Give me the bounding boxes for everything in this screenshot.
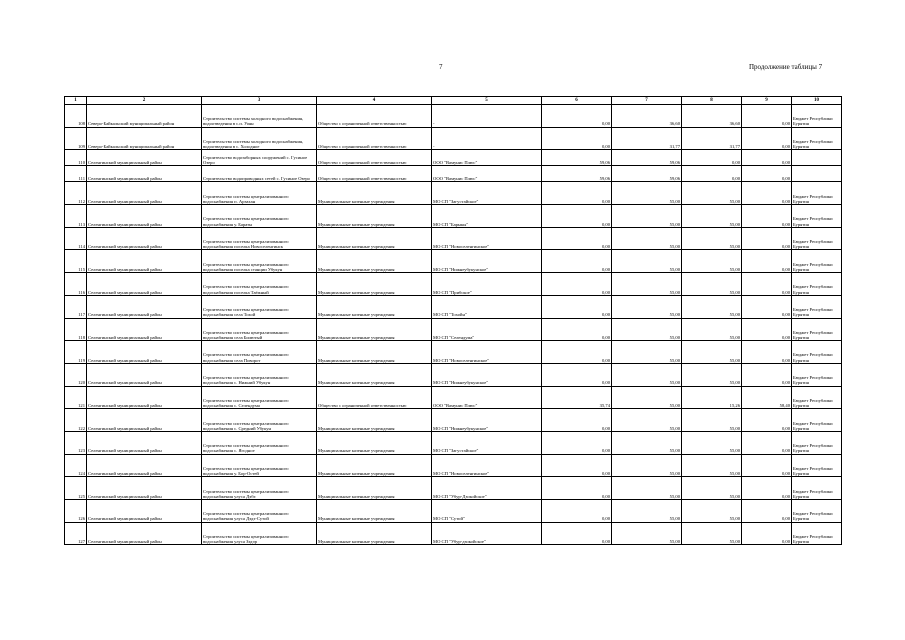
value-cell: 0,00	[542, 477, 612, 500]
org-form-cell: Общество с ограниченной ответственностью	[317, 166, 432, 182]
value-cell: 55,00	[612, 273, 682, 296]
value-cell: 55,00	[612, 477, 682, 500]
org-form-cell: Муниципальные казенные учреждения	[317, 341, 432, 364]
value-cell: 55,00	[612, 363, 682, 386]
object-cell: Строительство системы централизованного водоснабжения с. Селендума	[202, 386, 317, 409]
object-cell: Строительство системы централизованного водоснабжения поселка Таёжный	[202, 273, 317, 296]
organization-cell: ООО "Вамунис Плюс"	[432, 150, 542, 166]
value-cell: 15,26	[682, 386, 742, 409]
org-form-cell: Муниципальные казенные учреждения	[317, 477, 432, 500]
row-number: 110	[65, 150, 87, 166]
funding-source-cell	[792, 150, 842, 166]
value-cell: 0,00	[742, 363, 792, 386]
district-cell: Северо-Байкальский муниципальный район	[87, 127, 202, 150]
value-cell: 0,00	[742, 166, 792, 182]
org-form-cell: Общество с ограниченной ответственностью	[317, 386, 432, 409]
organization-cell: МО СП "Убур-Дзокойское"	[432, 477, 542, 500]
organization-cell: МО СП "Селендума"	[432, 318, 542, 341]
value-cell: 0,00	[742, 127, 792, 150]
table-row	[65, 363, 842, 386]
row-number: 113	[65, 205, 87, 228]
value-cell: 55,00	[682, 250, 742, 273]
value-cell: 0,00	[742, 454, 792, 477]
organization-cell: ООО "Вамунис Плюс"	[432, 386, 542, 409]
value-cell: 55,00	[612, 295, 682, 318]
value-cell: 0,00	[542, 105, 612, 128]
org-form-cell: Муниципальные казенные учреждения	[317, 182, 432, 205]
column-header: 1	[65, 97, 87, 105]
district-cell: Селенгинский муниципальный район	[87, 341, 202, 364]
object-cell: Строительство системы централизованного водоснабжения с. Нижний Убукун	[202, 363, 317, 386]
funding-source-cell: Бюджет Республики Бурятия	[792, 105, 842, 128]
organization-cell: -	[432, 127, 542, 150]
org-form-cell: Муниципальные казенные учреждения	[317, 273, 432, 296]
organization-cell: МО СП "Прибское"	[432, 273, 542, 296]
value-cell: 55,00	[682, 500, 742, 523]
row-number: 121	[65, 386, 87, 409]
value-cell: 0,00	[542, 182, 612, 205]
row-number: 108	[65, 105, 87, 128]
row-number: 125	[65, 477, 87, 500]
row-number: 111	[65, 166, 87, 182]
org-form-cell: Общество с ограниченной ответственностью	[317, 127, 432, 150]
value-cell: 0,00	[742, 250, 792, 273]
value-cell: 0,00	[542, 363, 612, 386]
value-cell: 0,00	[542, 409, 612, 432]
district-cell: Селенгинский муниципальный район	[87, 273, 202, 296]
value-cell: 55,00	[682, 363, 742, 386]
table-row	[65, 454, 842, 477]
row-number: 109	[65, 127, 87, 150]
value-cell: 0,00	[742, 182, 792, 205]
value-cell: 0,00	[742, 295, 792, 318]
column-header: 8	[682, 97, 742, 105]
value-cell: 0,00	[742, 318, 792, 341]
table-row	[65, 341, 842, 364]
district-cell: Селенгинский муниципальный район	[87, 182, 202, 205]
column-header: 10	[792, 97, 842, 105]
object-cell: Строительство системы централизованного водоснабжения поселка Новоселенгинск	[202, 227, 317, 250]
value-cell: 59,06	[612, 150, 682, 166]
object-cell: Строительство системы централизованного водоснабжения улуса Дэдэ-Сутой	[202, 500, 317, 523]
value-cell: 0,00	[542, 273, 612, 296]
value-cell: 55,00	[682, 522, 742, 545]
funding-source-cell: Бюджет Республики Бурятия	[792, 386, 842, 409]
row-number: 114	[65, 227, 87, 250]
row-number: 120	[65, 363, 87, 386]
object-cell: Строительство системы централизованного водоснабжения поселка станции Убукун	[202, 250, 317, 273]
value-cell: 0,00	[542, 522, 612, 545]
table-row	[65, 166, 842, 182]
org-form-cell: Муниципальные казенные учреждения	[317, 250, 432, 273]
object-cell: Строительство системы централизованного водоснабжения села Тохой	[202, 295, 317, 318]
value-cell: 55,00	[612, 318, 682, 341]
column-header: 4	[317, 97, 432, 105]
organization-cell: МО СП "Убур-дзокойское"	[432, 522, 542, 545]
value-cell: 55,00	[612, 386, 682, 409]
table-header-row	[65, 97, 842, 105]
funding-source-cell: Бюджет Республики Бурятия	[792, 273, 842, 296]
value-cell: 55,00	[682, 227, 742, 250]
object-cell: Строительство системы централизованного водоснабжения с. Средний Убукун	[202, 409, 317, 432]
organization-cell: МО СП "Новоселенгинское"	[432, 341, 542, 364]
table-row	[65, 150, 842, 166]
district-cell: Селенгинский муниципальный район	[87, 431, 202, 454]
district-cell: Северо-Байкальский муниципальный район	[87, 105, 202, 128]
funding-source-cell	[792, 166, 842, 182]
value-cell: 0,00	[742, 500, 792, 523]
value-cell: 0,00	[542, 341, 612, 364]
value-cell: 0,00	[682, 150, 742, 166]
value-cell: 0,00	[742, 341, 792, 364]
value-cell: 55,00	[682, 295, 742, 318]
organization-cell: МО СП "Нижнеубукунское"	[432, 250, 542, 273]
funding-source-cell: Бюджет Республики Бурятия	[792, 431, 842, 454]
district-cell: Селенгинский муниципальный район	[87, 318, 202, 341]
table-row	[65, 227, 842, 250]
value-cell: 0,00	[742, 477, 792, 500]
row-number: 122	[65, 409, 87, 432]
table-row	[65, 250, 842, 273]
value-cell: 55,00	[682, 454, 742, 477]
organization-cell: МО СП "Новоселенгинское"	[432, 227, 542, 250]
value-cell: 55,00	[612, 227, 682, 250]
value-cell: 0,00	[742, 273, 792, 296]
value-cell: 0,00	[542, 431, 612, 454]
funding-source-cell: Бюджет Республики Бурятия	[792, 409, 842, 432]
object-cell: Строительство системы централизованного водоснабжения п. Арзахан	[202, 182, 317, 205]
org-form-cell: Муниципальные казенные учреждения	[317, 295, 432, 318]
row-number: 117	[65, 295, 87, 318]
value-cell: 0,00	[742, 409, 792, 432]
value-cell: 55,00	[612, 341, 682, 364]
table-continuation-label: Продолжение таблицы 7	[749, 63, 823, 71]
value-cell: 0,00	[742, 205, 792, 228]
value-cell: 0,00	[742, 150, 792, 166]
object-cell: Строительство системы централизованного водоснабжения с. Ягодное	[202, 431, 317, 454]
table-row	[65, 500, 842, 523]
value-cell: 0,00	[742, 522, 792, 545]
district-cell: Селенгинский муниципальный район	[87, 363, 202, 386]
object-cell: Строительство системы централизованного водоснабжения у. Бараты	[202, 205, 317, 228]
district-cell: Селенгинский муниципальный район	[87, 150, 202, 166]
value-cell: 55,00	[682, 205, 742, 228]
value-cell: 55,00	[612, 205, 682, 228]
column-header: 2	[87, 97, 202, 105]
table-row	[65, 127, 842, 150]
funding-source-cell: Бюджет Республики Бурятия	[792, 477, 842, 500]
funding-source-cell: Бюджет Республики Бурятия	[792, 295, 842, 318]
funding-source-cell: Бюджет Республики Бурятия	[792, 182, 842, 205]
funding-source-cell: Бюджет Республики Бурятия	[792, 318, 842, 341]
organization-cell: МО СП "Новоселенгинское"	[432, 454, 542, 477]
district-cell: Селенгинский муниципальный район	[87, 500, 202, 523]
organization-cell: МО СП "Барыкы"	[432, 205, 542, 228]
object-cell: Строительство системы централизованного водоснабжения улуса Дэбэ	[202, 477, 317, 500]
table-row	[65, 409, 842, 432]
object-cell: Строительство водопроводных сетей с. Гусиное Озеро	[202, 166, 317, 182]
org-form-cell: Муниципальные казенные учреждения	[317, 500, 432, 523]
column-header: 5	[432, 97, 542, 105]
row-number: 119	[65, 341, 87, 364]
district-cell: Селенгинский муниципальный район	[87, 386, 202, 409]
value-cell: 0,00	[542, 500, 612, 523]
value-cell: 35,74	[542, 386, 612, 409]
value-cell: 55,00	[682, 182, 742, 205]
value-cell: 36,60	[612, 105, 682, 128]
district-cell: Селенгинский муниципальный район	[87, 205, 202, 228]
value-cell: 55,00	[682, 341, 742, 364]
district-cell: Селенгинский муниципальный район	[87, 295, 202, 318]
district-cell: Селенгинский муниципальный район	[87, 250, 202, 273]
value-cell: 55,00	[612, 522, 682, 545]
org-form-cell: Муниципальные казенные учреждения	[317, 454, 432, 477]
value-cell: 0,00	[742, 227, 792, 250]
org-form-cell: Муниципальные казенные учреждения	[317, 409, 432, 432]
district-cell: Селенгинский муниципальный район	[87, 454, 202, 477]
table-row	[65, 205, 842, 228]
value-cell: 31,77	[612, 127, 682, 150]
district-cell: Селенгинский муниципальный район	[87, 522, 202, 545]
org-form-cell: Муниципальные казенные учреждения	[317, 318, 432, 341]
value-cell: 59,06	[542, 166, 612, 182]
row-number: 126	[65, 500, 87, 523]
row-number: 112	[65, 182, 87, 205]
table-row	[65, 105, 842, 128]
organization-cell: МО СП "Нижнеубукунское"	[432, 409, 542, 432]
row-number: 118	[65, 318, 87, 341]
table-row	[65, 477, 842, 500]
value-cell: 55,00	[612, 250, 682, 273]
column-header: 3	[202, 97, 317, 105]
value-cell: 55,00	[682, 409, 742, 432]
object-cell: Строительство системы централизованного водоснабжения села Поворот	[202, 341, 317, 364]
object-cell: Строительство водозаборных сооружений с. Гусиное Озеро	[202, 150, 317, 166]
org-form-cell: Муниципальные казенные учреждения	[317, 227, 432, 250]
row-number: 115	[65, 250, 87, 273]
value-cell: 0,00	[542, 205, 612, 228]
value-cell: 0,00	[542, 454, 612, 477]
funding-source-cell: Бюджет Республики Бурятия	[792, 363, 842, 386]
value-cell: 55,00	[612, 454, 682, 477]
object-cell: Строительство системы холодного водоснабжения, водоотведения в с. Холодное	[202, 127, 317, 150]
value-cell: 0,00	[682, 166, 742, 182]
org-form-cell: Общество с ограниченной ответственностью	[317, 105, 432, 128]
table-row	[65, 318, 842, 341]
value-cell: 55,00	[682, 318, 742, 341]
value-cell: 55,00	[682, 477, 742, 500]
value-cell: 36,60	[682, 105, 742, 128]
table-row	[65, 522, 842, 545]
value-cell: 0,00	[742, 431, 792, 454]
org-form-cell: Муниципальные казенные учреждения	[317, 363, 432, 386]
row-number: 123	[65, 431, 87, 454]
funding-source-cell: Бюджет Республики Бурятия	[792, 205, 842, 228]
org-form-cell: Муниципальные казенные учреждения	[317, 522, 432, 545]
object-cell: Строительство системы централизованного водоснабжения села Билютый	[202, 318, 317, 341]
value-cell: 55,00	[612, 409, 682, 432]
value-cell: 55,00	[612, 431, 682, 454]
district-cell: Селенгинский муниципальный район	[87, 477, 202, 500]
table-row	[65, 273, 842, 296]
organization-cell: -	[432, 105, 542, 128]
funding-source-cell: Бюджет Республики Бурятия	[792, 454, 842, 477]
funding-source-cell: Бюджет Республики Бурятия	[792, 522, 842, 545]
value-cell: 0,00	[542, 295, 612, 318]
value-cell: 59,06	[612, 166, 682, 182]
row-number: 116	[65, 273, 87, 296]
table-row	[65, 182, 842, 205]
organization-cell: МО СП "Тохойн"	[432, 295, 542, 318]
organization-cell: ООО "Вамунис Плюс"	[432, 166, 542, 182]
column-header: 9	[742, 97, 792, 105]
object-cell: Строительство системы холодного водоснабжения, водоотведения в с.п. Уоян	[202, 105, 317, 128]
funding-source-cell: Бюджет Республики Бурятия	[792, 341, 842, 364]
funding-source-cell: Бюджет Республики Бурятия	[792, 250, 842, 273]
funding-source-cell: Бюджет Республики Бурятия	[792, 127, 842, 150]
org-form-cell: Общество с ограниченной ответственностью	[317, 150, 432, 166]
value-cell: 0,00	[542, 127, 612, 150]
value-cell: 0,00	[542, 227, 612, 250]
organization-cell: МО СП "Загустайское"	[432, 431, 542, 454]
table-row	[65, 295, 842, 318]
column-header: 6	[542, 97, 612, 105]
column-header: 7	[612, 97, 682, 105]
district-cell: Селенгинский муниципальный район	[87, 227, 202, 250]
table-row	[65, 386, 842, 409]
org-form-cell: Муниципальные казенные учреждения	[317, 205, 432, 228]
value-cell: 0,00	[742, 105, 792, 128]
value-cell: 0,00	[542, 250, 612, 273]
value-cell: 55,00	[682, 431, 742, 454]
row-number: 127	[65, 522, 87, 545]
table-row	[65, 431, 842, 454]
value-cell: 55,00	[612, 500, 682, 523]
object-cell: Строительство системы централизованного водоснабжения улуса Зэдэр	[202, 522, 317, 545]
value-cell: 58,40	[742, 386, 792, 409]
organization-cell: МО СП "Сутой"	[432, 500, 542, 523]
district-cell: Селенгинский муниципальный район	[87, 409, 202, 432]
value-cell: 31,77	[682, 127, 742, 150]
value-cell: 55,00	[682, 273, 742, 296]
district-cell: Селенгинский муниципальный район	[87, 166, 202, 182]
value-cell: 55,00	[612, 182, 682, 205]
investment-table	[64, 96, 842, 545]
organization-cell: МО СП "Загустайское"	[432, 182, 542, 205]
org-form-cell: Муниципальные казенные учреждения	[317, 431, 432, 454]
funding-source-cell: Бюджет Республики Бурятия	[792, 227, 842, 250]
object-cell: Строительство системы централизованного водоснабжения у. Бор-Остей	[202, 454, 317, 477]
value-cell: 59,06	[542, 150, 612, 166]
value-cell: 0,00	[542, 318, 612, 341]
organization-cell: МО СП "Нижнеубукунское"	[432, 363, 542, 386]
funding-source-cell: Бюджет Республики Бурятия	[792, 500, 842, 523]
row-number: 124	[65, 454, 87, 477]
page-number: 7	[439, 63, 443, 71]
